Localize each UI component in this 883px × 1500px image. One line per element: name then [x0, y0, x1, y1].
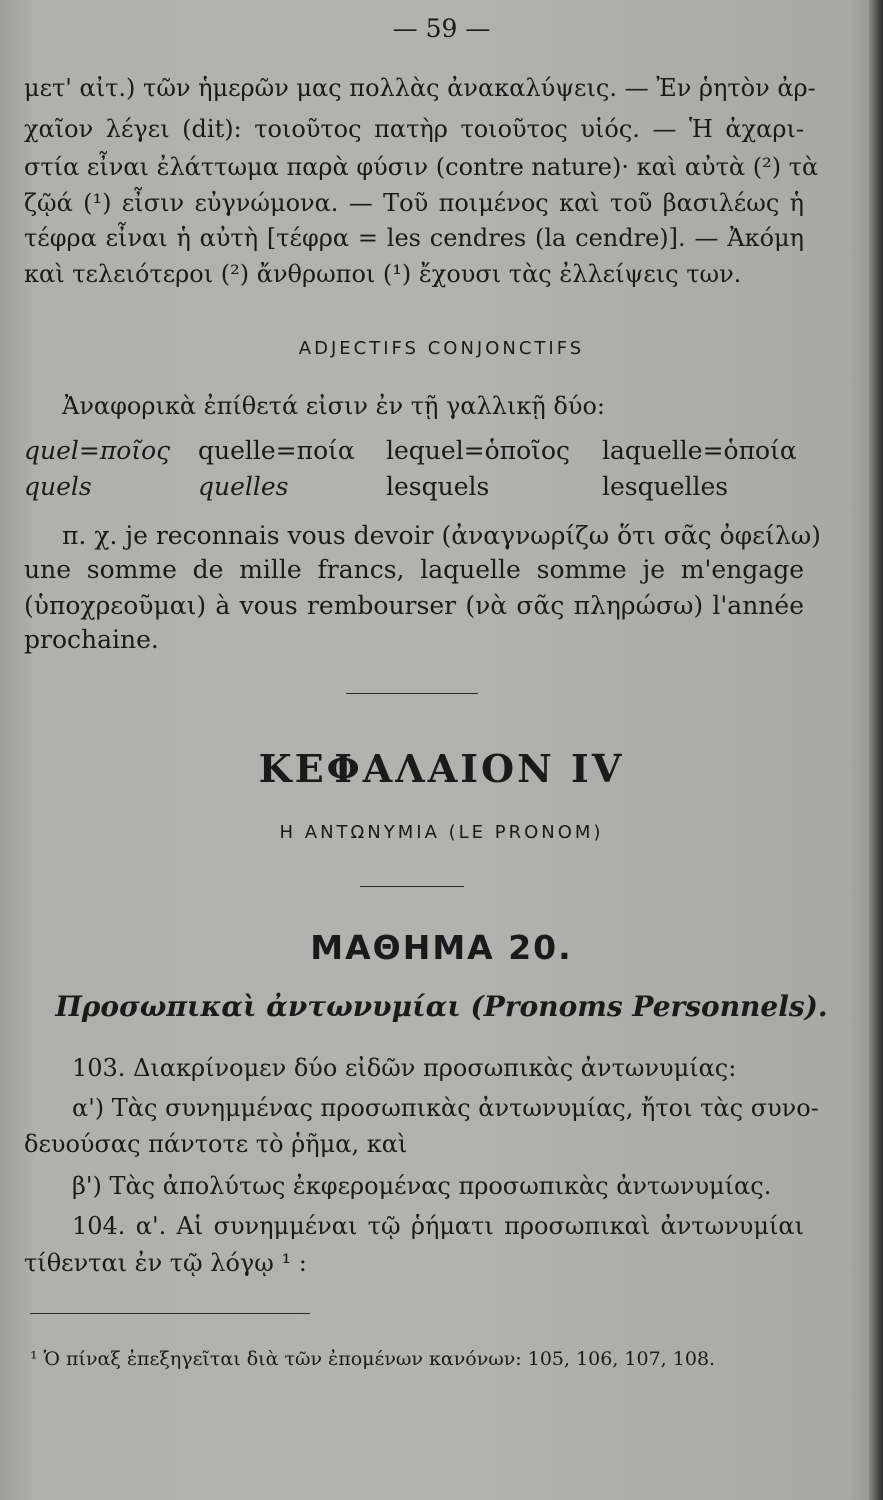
- section-heading: ADJECTIFS CONJONCTIFS: [298, 338, 585, 359]
- chapter-subtitle: Η ΑΝΤΩΝΥΜΙΑ (LE PRONOM): [279, 822, 604, 843]
- body-line-1: 103. Διακρίνομεν δύο εἰδῶν προσωπικὰς ἀντωνυμίας:: [72, 1054, 737, 1082]
- intro-line-1: μετ' αἰτ.) τῶν ἡμερῶν μας πολλὰς ἀνακαλύψεις. — Ἐν ῥητὸν ἀρ-: [24, 74, 816, 102]
- divider-rule-2: [360, 886, 464, 887]
- example-line-3: (ὑποχρεοῦμαι) à vous rembourser (νὰ σᾶς πληρώσω) l'année: [24, 591, 804, 620]
- table-cell-laquelle: laquelle=ὁποία: [602, 436, 797, 465]
- chapter-title: ΚΕΦΑΛΑΙΟΝ IV: [258, 746, 625, 791]
- body-line-2: α') Τὰς συνημμένας προσωπικὰς ἀντωνυμίας, ἤτοι τὰς συνο-: [72, 1094, 819, 1122]
- lesson-title: ΜΑΘΗΜΑ 20.: [310, 928, 573, 967]
- table-cell-lesquels: lesquels: [386, 472, 490, 501]
- body-line-4: β') Τὰς ἀπολύτως ἐκφερομένας προσωπικὰς ἀντωνυμίας.: [72, 1172, 772, 1200]
- table-cell-quel: quel=ποῖος: [24, 436, 171, 465]
- footnote: ¹ Ὁ πίναξ ἐπεξηγεῖται διὰ τῶν ἐπομένων κανόνων: 105, 106, 107, 108.: [30, 1348, 716, 1370]
- page-number: — 59 —: [392, 14, 491, 43]
- example-line-2: une somme de mille francs, laquelle somme je m'engage: [24, 555, 804, 584]
- intro-line-6: καὶ τελειότεροι (²) ἄνθρωποι (¹) ἔχουσι τὰς ἐλλείψεις των.: [24, 260, 742, 288]
- table-cell-quels: quels: [24, 472, 92, 501]
- lesson-subtitle: Προσωπικαὶ ἀντωνυμίαι (Pronoms Personnels).: [55, 990, 828, 1023]
- intro-line-3: στία εἶναι ἐλάττωμα παρὰ φύσιν (contre nature)· καὶ αὐτὰ (²) τὰ: [24, 153, 819, 181]
- divider-rule-1: [346, 693, 478, 694]
- intro-line-5: τέφρα εἶναι ἡ αὐτὴ [τέφρα = les cendres (la cendre)]. — Ἀκόμη: [24, 224, 804, 252]
- intro-line-2: χαῖον λέγει (dit): τοιοῦτος πατὴρ τοιοῦτος υἱός. — Ἡ ἀχαρι-: [24, 115, 804, 143]
- footnote-rule: [30, 1313, 310, 1314]
- table-cell-lequel: lequel=ὁποῖος: [386, 436, 571, 465]
- body-line-5: 104. α'. Αἱ συνημμέναι τῷ ῥήματι προσωπικαὶ ἀντωνυμίαι: [72, 1212, 804, 1240]
- body-line-6: τίθενται ἐν τῷ λόγῳ ¹ :: [24, 1249, 307, 1277]
- intro-line-4: ζῷά (¹) εἶσιν εὐγνώμονα. — Τοῦ ποιμένος καὶ τοῦ βασιλέως ἡ: [24, 189, 804, 217]
- example-line-4: prochaine.: [24, 625, 159, 654]
- example-line-1: π. χ. je reconnais vous devoir (ἀναγνωρίζω ὅτι σᾶς ὀφείλω): [62, 521, 821, 550]
- table-cell-quelle: quelle=ποία: [198, 436, 355, 465]
- body-line-3: δευούσας πάντοτε τὸ ῥῆμα, καὶ: [24, 1130, 408, 1158]
- table-cell-lesquelles: lesquelles: [602, 472, 729, 501]
- section-intro: Ἀναφορικὰ ἐπίθετά εἰσιν ἐν τῇ γαλλικῇ δύο:: [62, 392, 605, 420]
- table-cell-quelles: quelles: [198, 472, 289, 501]
